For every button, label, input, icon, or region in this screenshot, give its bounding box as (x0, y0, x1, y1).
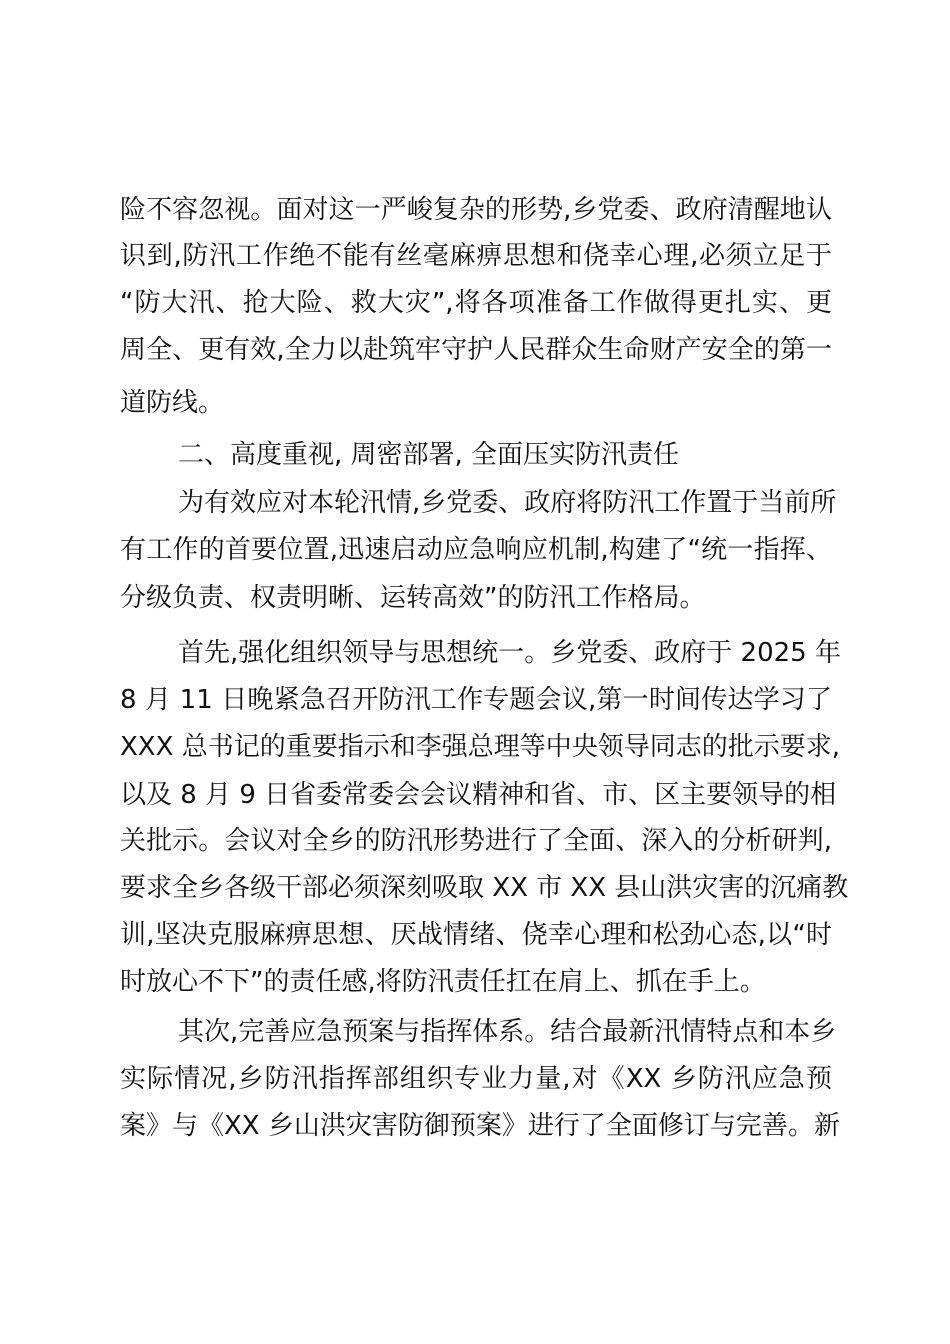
text-line: 案》与《XX 乡山洪灾害防御预案》进行了全面修订与完善。新 (120, 1111, 840, 1141)
text-line: 以及 8 月 9 日省委常委会会议精神和省、市、区主要领导的相 (120, 780, 837, 810)
text-line: 时放心不下”的责任感,将防汛责任扛在肩上、抓在手上。 (120, 967, 766, 997)
text-line: 其次,完善应急预案与指挥体系。结合最新汛情特点和本乡 (178, 1017, 837, 1047)
text-line: 险不容忽视。面对这一严峻复杂的形势,乡党委、政府清醒地认 (120, 195, 832, 225)
text-line: 8 月 11 日晚紧急召开防汛工作专题会议,第一时间传达学习了 (120, 685, 832, 715)
text-line: XXX 总书记的重要指示和李强总理等中央领导同志的批示要求, (120, 732, 840, 762)
text-line: 周全、更有效,全力以赴筑牢守护人民群众生命财产安全的第一 (120, 335, 832, 365)
text-line: “防大汛、抢大险、救大灾”,将各项准备工作做得更扎实、更 (120, 288, 832, 318)
text-line: 道防线。 (120, 388, 225, 418)
text-line: 实际情况,乡防汛指挥部组织专业力量,对《XX 乡防汛应急预 (120, 1064, 832, 1094)
text-line: 关批示。会议对全乡的防汛形势进行了全面、深入的分析研判, (120, 826, 832, 856)
text-line: 识到,防汛工作绝不能有丝毫麻痹思想和侥幸心理,必须立足于 (120, 241, 832, 271)
text-line: 训,坚决克服麻痹思想、厌战情绪、侥幸心理和松劲心态,以“时 (120, 920, 832, 950)
text-line: 首先,强化组织领导与思想统一。乡党委、政府于 2025 年 (178, 638, 841, 668)
text-line: 要求全乡各级干部必须深刻吸取 XX 市 XX 县山洪灾害的沉痛教 (120, 873, 849, 903)
text-line: 有工作的首要位置,迅速启动应急响应机制,构建了“统一指挥、 (120, 535, 832, 565)
heading-text: 二、高度重视, 周密部署, 全面压实防汛责任 (178, 440, 680, 470)
text-line: 分级负责、权责明晰、运转高效”的防汛工作格局。 (120, 583, 706, 613)
text-line: 为有效应对本轮汛情,乡党委、政府将防汛工作置于当前所 (178, 488, 837, 518)
